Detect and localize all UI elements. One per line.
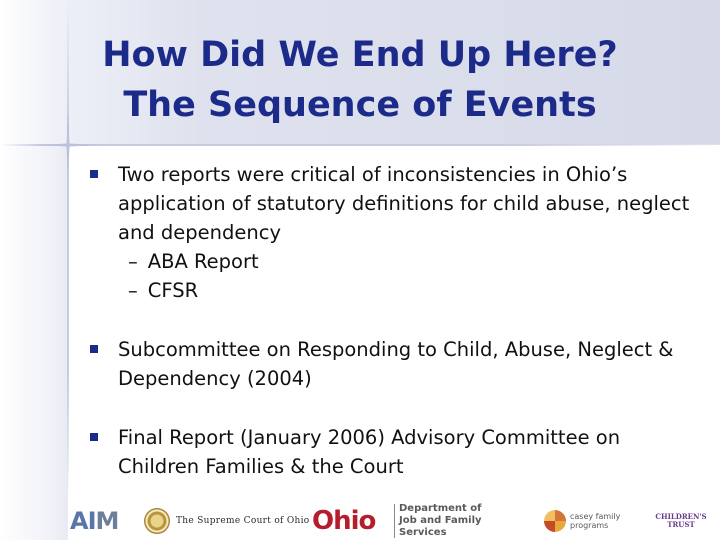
square-bullet-icon <box>90 433 98 441</box>
jfs-line-1: Department of <box>399 503 482 514</box>
casey-wordmark: casey family programs <box>570 512 621 530</box>
horizontal-rule <box>0 144 720 146</box>
bullet-item <box>90 335 690 393</box>
aim-logo <box>70 504 124 538</box>
court-name: The Supreme Court of Ohio <box>176 516 310 526</box>
bullet-item <box>90 160 690 305</box>
ohio-wordmark: Ohio <box>312 506 376 536</box>
children-line-2: TRUST <box>667 520 695 529</box>
casey-logo <box>544 504 634 538</box>
square-bullet-icon <box>90 170 98 178</box>
bullet-item <box>90 423 690 481</box>
court-seal-icon <box>144 508 170 534</box>
title-line-2: The Sequence of Events <box>123 85 597 125</box>
aim-letter-m: M <box>95 507 119 535</box>
bullet-text: Subcommittee on Responding to Child, Abuse, Neglect & Dependency (2004) <box>118 338 674 390</box>
sub-bullet-item <box>118 276 690 305</box>
supreme-court-logo <box>144 504 310 538</box>
bullet-text: Two reports were critical of inconsistencies in Ohio’s application of statutory definitions for child abuse, neglect and dependency <box>118 163 690 244</box>
children-line-1: CHILDREN'S <box>655 512 707 521</box>
childrens-trust-logo <box>642 504 720 538</box>
left-panel <box>0 145 68 540</box>
casey-mark-icon <box>544 510 566 532</box>
jfs-logo <box>394 504 519 538</box>
bullet-text: Final Report (January 2006) Advisory Committee on Children Families & the Court <box>118 426 621 478</box>
jfs-line-2: Job and Family Services <box>399 515 482 538</box>
sub-bullet-text: CFSR <box>147 279 199 302</box>
aim-letter-i: I <box>87 507 96 535</box>
sub-bullet-text: ABA Report <box>147 250 259 273</box>
square-bullet-icon <box>90 345 98 353</box>
sponsor-logo-bar <box>68 498 720 540</box>
sub-bullet-item <box>118 247 690 276</box>
slide-title <box>60 30 660 130</box>
title-line-1: How Did We End Up Here? <box>102 35 618 75</box>
dash-marker: – <box>128 250 138 273</box>
bullet-list <box>90 160 690 511</box>
ohio-logo <box>312 504 390 538</box>
aim-letter-a: A <box>70 507 88 535</box>
dash-marker: – <box>128 279 138 302</box>
